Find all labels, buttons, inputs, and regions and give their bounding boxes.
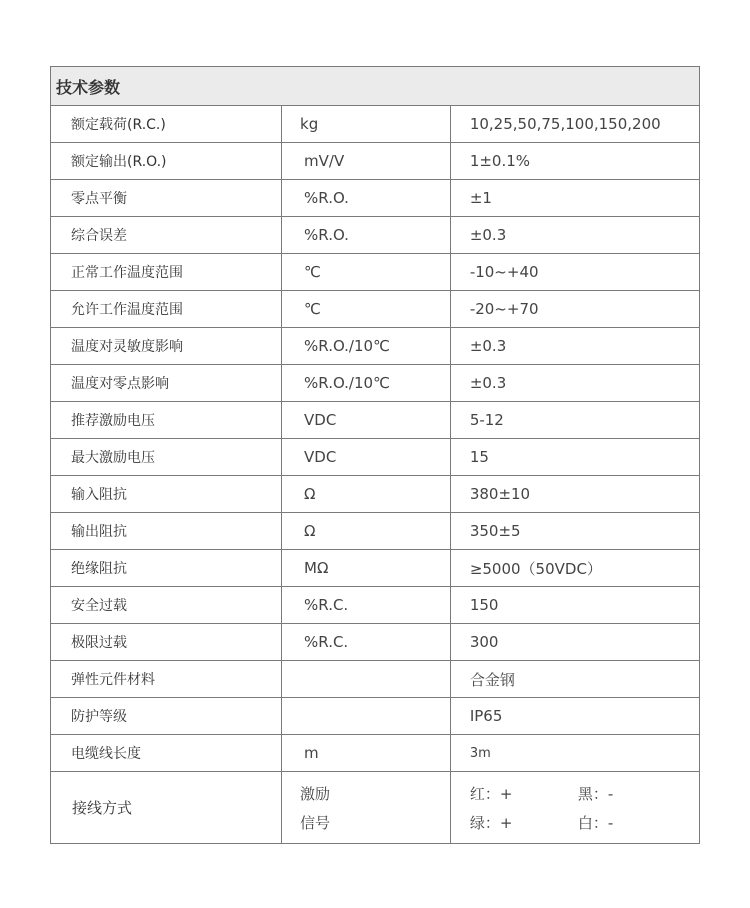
param-value: ±1 (450, 180, 699, 217)
param-unit: VDC (282, 439, 451, 476)
wire-red: 红：+ (469, 784, 513, 803)
wiring-line-excitation (470, 783, 699, 804)
param-value: IP65 (450, 698, 699, 735)
param-unit: mV/V (282, 143, 451, 180)
table-row (51, 291, 700, 328)
param-name: 极限过载 (51, 624, 282, 661)
table-row (51, 476, 700, 513)
param-value: 350±5 (450, 513, 699, 550)
param-unit: %R.C. (282, 624, 451, 661)
param-name: 零点平衡 (51, 180, 282, 217)
param-value: 300 (450, 624, 699, 661)
param-unit: Ω (282, 476, 451, 513)
wiring-line-signal (470, 812, 699, 833)
param-unit: m (282, 735, 451, 772)
table-row (51, 254, 700, 291)
param-value: ±0.3 (450, 365, 699, 402)
param-value: ≥5000（50VDC） (450, 550, 699, 587)
table-row (51, 550, 700, 587)
param-unit (282, 698, 451, 735)
param-unit: kg (282, 106, 451, 143)
param-unit: %R.C. (282, 587, 451, 624)
table-row (51, 735, 700, 772)
param-value: 150 (450, 587, 699, 624)
table-row (51, 180, 700, 217)
param-value: -10~+40 (450, 254, 699, 291)
wiring-name: 接线方式 (51, 772, 282, 844)
param-value: 合金钢 (450, 661, 699, 698)
param-name: 综合误差 (51, 217, 282, 254)
wire-white: 白：- (577, 813, 614, 832)
param-unit: ℃ (282, 254, 451, 291)
param-value: -20~+70 (450, 291, 699, 328)
param-value: ±0.3 (450, 328, 699, 365)
param-name: 弹性元件材料 (51, 661, 282, 698)
param-value: 1±0.1% (450, 143, 699, 180)
param-value: 380±10 (450, 476, 699, 513)
wire-black: 黑：- (577, 784, 614, 803)
wiring-labels (282, 772, 451, 844)
param-name: 输入阻抗 (51, 476, 282, 513)
param-unit (282, 661, 451, 698)
table-row (51, 439, 700, 476)
param-unit: %R.O./10℃ (282, 365, 451, 402)
wire-green: 绿：+ (469, 813, 513, 832)
param-value: 5-12 (450, 402, 699, 439)
table-row (51, 217, 700, 254)
param-unit: Ω (282, 513, 451, 550)
table-row (51, 513, 700, 550)
param-name: 推荐激励电压 (51, 402, 282, 439)
param-unit: %R.O. (282, 217, 451, 254)
table-row (51, 587, 700, 624)
param-name: 温度对零点影响 (51, 365, 282, 402)
param-name: 绝缘阻抗 (51, 550, 282, 587)
param-unit: %R.O./10℃ (282, 328, 451, 365)
param-name: 输出阻抗 (51, 513, 282, 550)
param-value: ±0.3 (450, 217, 699, 254)
table-row (51, 328, 700, 365)
table-row (51, 365, 700, 402)
table-row (51, 402, 700, 439)
param-name: 安全过载 (51, 587, 282, 624)
param-name: 防护等级 (51, 698, 282, 735)
param-name: 允许工作温度范围 (51, 291, 282, 328)
param-name: 最大激励电压 (51, 439, 282, 476)
param-unit: MΩ (282, 550, 451, 587)
wiring-label-excitation: 激励 (300, 784, 331, 803)
table-row (51, 624, 700, 661)
wiring-colors (450, 772, 699, 844)
param-unit: %R.O. (282, 180, 451, 217)
param-value: 15 (450, 439, 699, 476)
param-value: 10,25,50,75,100,150,200 (450, 106, 699, 143)
param-name: 额定载荷(R.C.) (51, 106, 282, 143)
table-row (51, 698, 700, 735)
param-unit: ℃ (282, 291, 451, 328)
param-name: 额定输出(R.O.) (51, 143, 282, 180)
param-unit: VDC (282, 402, 451, 439)
table-title: 技术参数 (51, 67, 700, 106)
param-name: 温度对灵敏度影响 (51, 328, 282, 365)
spec-table (50, 66, 700, 844)
param-name: 电缆线长度 (51, 735, 282, 772)
table-row (51, 106, 700, 143)
param-name: 正常工作温度范围 (51, 254, 282, 291)
table-row (51, 661, 700, 698)
wiring-label-signal: 信号 (300, 813, 331, 832)
wiring-row (51, 772, 700, 844)
table-row (51, 143, 700, 180)
param-value: 3m (450, 735, 699, 772)
